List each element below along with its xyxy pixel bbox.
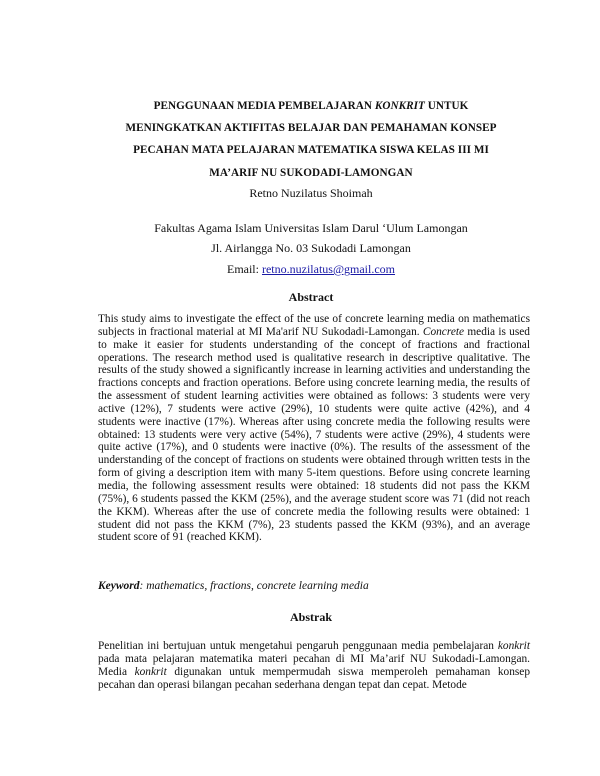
author-name: Retno Nuzilatus Shoimah — [249, 186, 373, 200]
email-link[interactable]: retno.nuzilatus@gmail.com — [261, 262, 396, 276]
concrete-italic: Concrete — [422, 325, 465, 338]
keyword-label: Keyword — [98, 580, 140, 592]
konkrit-italic-1: konkrit — [497, 640, 530, 652]
title-line-4: MA’ARIF NU SUKODADI-LAMONGAN — [209, 166, 413, 179]
title-line-3: PECAHAN MATA PELAJARAN MATEMATIKA SISWA KELAS III MI — [133, 144, 489, 157]
keyword-list: : mathematics, fractions, concrete learning media — [139, 580, 369, 592]
email-label: Email: — [226, 262, 262, 276]
title-line-1: PENGGUNAAN MEDIA PEMBELAJARAN KONKRIT UNTUK — [153, 100, 469, 112]
keywords — [98, 579, 530, 593]
paper-title — [96, 95, 526, 184]
title-line-2: MENINGKATKAN AKTIFITAS BELAJAR DAN PEMAHAMAN KONSEP — [125, 122, 497, 135]
abstrak-body: Penelitian ini bertujuan untuk mengetahui pengaruh penggunaan media pembelajaran konkrit pada mata pelajaran matematika materi pecahan di MI Ma’arif NU Sukodadi-Lamongan. Media konkrit digunakan untuk mempermudah siswa memperoleh pemahaman konsep pecahan dan operasi bilangan pecahan sederhana dengan tepat dan cepat. Metode — [98, 640, 530, 691]
author-email — [96, 262, 526, 277]
abstrak-heading: Abstrak — [289, 610, 332, 624]
konkrit-italic-2: konkrit — [134, 665, 167, 678]
abstract-body: This study aims to investigate the effect of the use of concrete learning media on mathematics subjects in fractional material at MI Ma'arif NU Sukodadi-Lamongan. Concrete media is used to make it easier for students understanding of the concept of fractions and fractional operations. The research method used is qualitative research in descriptive qualitative. The results of the study showed a significantly increase in learning activities and understanding the fractions concepts and fraction operations. Before using concrete learning media, the results of the assessment of student learning activities were obtained as follows: 3 students were very active (12%), 7 students were active (29%), 10 students were quite active (42%), and 4 students were inactive (17%). Whereas after using concrete media the following results were obtained: 13 students were very active (54%), 7 students were active (29%), 4 students were quite active (17%), and 0 students were inactive (0%). The results of the assessment of the understanding of the concept of fractions on students were obtained through written tests in the form of giving a description item with many 5-item questions. Before using concrete learning media, the following assessment results were obtained: 18 students did not pass the KKM (75%), 6 students passed the KKM (25%), and the average student score was 71 (did not reach the KKM). Whereas after the use of concrete media the following results were obtained: 1 student did not pass the KKM (7%), 23 students passed the KKM (93%), and an average student score of 91 (reached KKM). — [98, 313, 530, 544]
abstract-heading: Abstract — [288, 290, 334, 304]
author-affiliation: Fakultas Agama Islam Universitas Islam Darul ‘Ulum Lamongan — [154, 221, 468, 235]
author-address: Jl. Airlangga No. 03 Sukodadi Lamongan — [211, 241, 411, 255]
title-konkrit-italic: KONKRIT — [374, 100, 425, 112]
